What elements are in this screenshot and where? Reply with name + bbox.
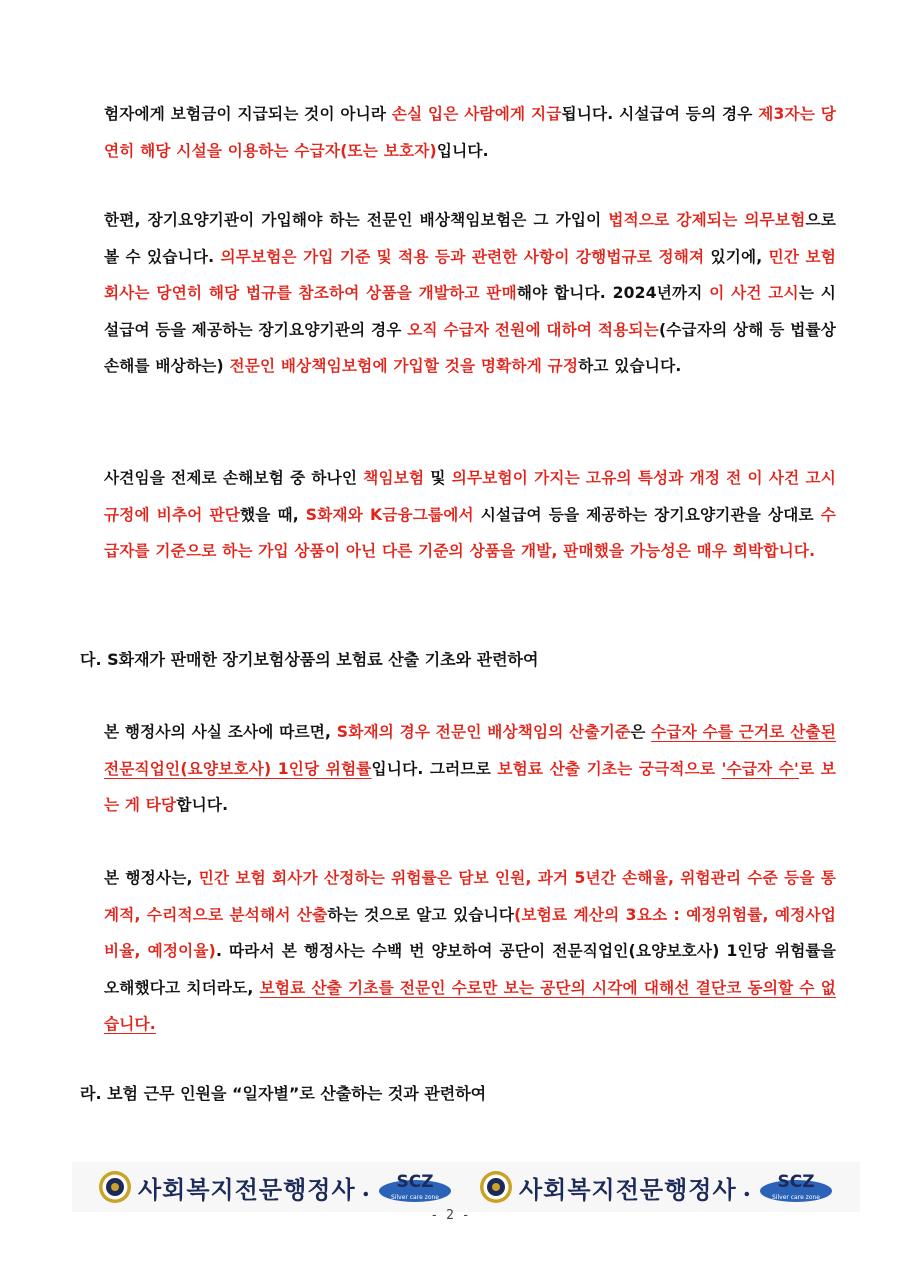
footer-brand-left <box>98 1170 453 1205</box>
body-text: 했을 때, <box>240 505 306 524</box>
scz-logo-icon <box>758 1170 834 1204</box>
body-text: 사견임을 전제로 손해보험 중 하나인 <box>104 469 364 487</box>
body-text: 본 행정사는, <box>104 869 199 887</box>
emphasis-text: 수급자 수를 근거로 산출된 전문직업인(요양보호사) 1인당 위험률 <box>104 723 836 778</box>
emphasis-text: 오직 수급자 전원에 대하여 적용되는 <box>407 320 659 339</box>
body-text: (수급자의 상해 등 법률상 손해를 배상하는) <box>104 320 836 375</box>
emphasis-text: 보험료 산출 기초를 전문인 수로만 보는 공단의 시각에 대해선 결단코 동의할 수 없습니다. <box>104 978 836 1033</box>
seal-icon <box>479 1170 513 1204</box>
body-text: 및 <box>424 469 452 487</box>
emphasis-text: 이 사건 고시 <box>709 284 799 302</box>
brand-name: 사회복지전문행정사 <box>519 1174 737 1204</box>
emphasis-text: 의무보험이 가지는 고유의 특성과 개정 전 이 사건 고시 규정에 비추어 판단 <box>104 469 836 524</box>
section-heading-ra: 라. 보험 근무 인원을 “일자별”로 산출하는 것과 관련하여 <box>80 1084 487 1103</box>
body-text: 시설급여 등을 제공하는 장기요양기관을 상대로 <box>473 505 821 524</box>
body-text: . 따라서 본 행정사는 수백 번 양보하여 공단이 전문직업인(요양보호사) 1인당 위험률을 오해했다고 치더라도, <box>104 942 837 997</box>
body-text: 입니다. 그러므로 <box>371 759 498 778</box>
emphasis-text: 책임보험 <box>363 469 425 487</box>
scz-logo-sub: Silver care zone <box>391 1194 439 1201</box>
emphasis-text: 민간 보험 회사가 산정하는 위험률은 담보 인원, 과거 5년간 손해율, 위험관리 수준 등을 통계적, 수리적으로 분석해서 산출 <box>104 869 836 924</box>
scz-logo-icon <box>377 1170 453 1204</box>
paragraph-mandatory-insurance <box>104 202 836 385</box>
emphasis-text: 민간 보험 회사는 당연히 해당 법규를 참조하여 상품을 개발하고 판매 <box>104 247 836 302</box>
emphasis-text: 로 보는 게 타당 <box>104 759 837 814</box>
section-heading-da: 다. S화재가 판매한 장기보험상품의 보험료 산출 기초와 관련하여 <box>80 650 539 669</box>
emphasis-text: S화재의 경우 전문인 배상책임의 산출기준 <box>336 723 631 741</box>
seal-icon <box>98 1170 132 1204</box>
scz-logo-text: SCZ <box>777 1172 815 1192</box>
body-text: 됩니다. 시설급여 등의 경우 <box>561 105 759 123</box>
footer-brand-right <box>479 1170 834 1205</box>
paragraph-risk-rate <box>104 860 836 1043</box>
scz-logo-text: SCZ <box>396 1172 434 1192</box>
body-text: 은 <box>630 723 652 741</box>
body-text: 해야 합니다. 2024년까지 <box>516 284 710 302</box>
body-text: 험자에게 보험금이 지급되는 것이 아니라 <box>104 105 392 123</box>
body-text: 한편, 장기요양기관이 가입해야 하는 전문인 배상책임보험은 그 가입이 <box>104 211 609 229</box>
scz-logo-sub: Silver care zone <box>772 1194 821 1201</box>
emphasis-text: 손실 입은 사람에게 지급 <box>391 105 562 123</box>
body-text: 하는 것으로 알고 있습니다 <box>327 905 515 924</box>
emphasis-text: 보험료 산출 기초는 궁극적으로 <box>497 759 722 778</box>
emphasis-text: '수급자 수' <box>721 759 800 778</box>
body-text: 합니다. <box>176 796 229 814</box>
emphasis-text: 법적으로 강제되는 의무보험 <box>608 211 806 229</box>
brand-name: 사회복지전문행정사 <box>137 1174 356 1204</box>
brand-dot: . <box>742 1172 753 1202</box>
emphasis-text: 전문인 배상책임보험에 가입할 것을 명확하게 규정 <box>229 357 579 375</box>
emphasis-text: 제3자는 당연히 해당 시설을 이용하는 수급자(또는 보호자) <box>104 105 836 160</box>
emphasis-text: (보험료 계산의 3요소 : 예정위험률, 예정사업비율, 예정이율) <box>104 905 837 960</box>
emphasis-text: 수급자를 기준으로 하는 가입 상품이 아닌 다른 기준의 상품을 개발, 판매했을 가능성은 매우 희박합니다. <box>104 505 836 560</box>
paragraph-private-opinion <box>104 460 836 570</box>
page-number: - 2 - <box>430 1208 470 1223</box>
emphasis-text: S화재와 K금융그룹에서 <box>305 505 474 524</box>
body-text: 으로 볼 수 있습니다. <box>104 211 836 266</box>
footer-banner <box>72 1162 860 1212</box>
body-text: 는 시설급여 등을 제공하는 장기요양기관의 경우 <box>104 284 836 339</box>
paragraph-insurance-payee <box>104 96 836 169</box>
body-text: 입니다. <box>436 141 489 160</box>
emphasis-text: 의무보험은 가입 기준 및 적용 등과 관련한 사항이 강행법규로 정해져 <box>220 247 705 266</box>
body-text: 본 행정사의 사실 조사에 따르면, <box>104 723 337 741</box>
body-text: 하고 있습니다. <box>578 357 682 375</box>
body-text: 있기에, <box>704 247 769 266</box>
brand-dot: . <box>361 1172 371 1202</box>
paragraph-s-fire-calculation <box>104 714 836 824</box>
